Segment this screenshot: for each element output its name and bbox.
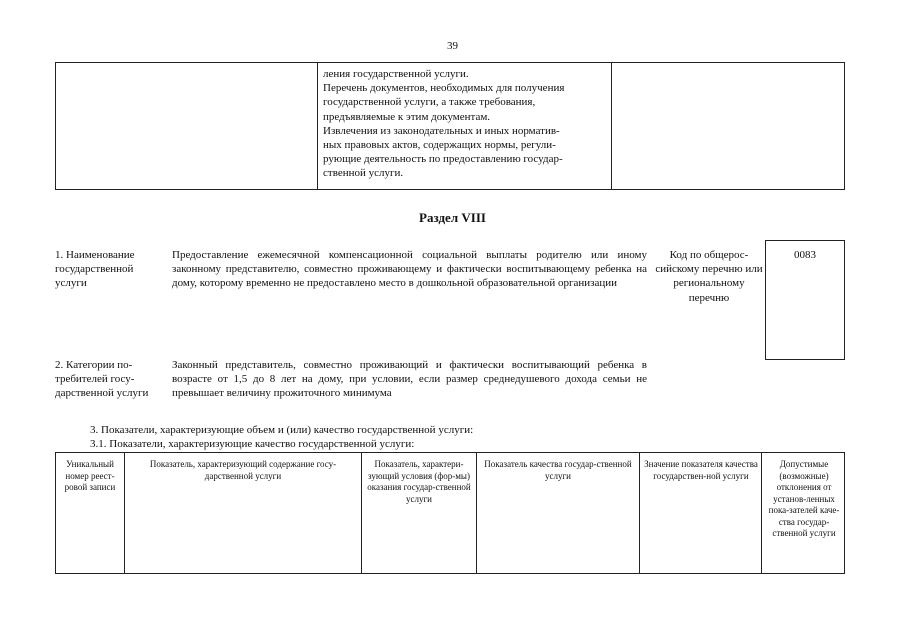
text-line: ных правовых актов, содержащих нормы, регули-: [323, 139, 556, 152]
text-line: государственной услуги, а также требования,: [323, 96, 536, 109]
column-divider: [639, 453, 640, 573]
text-line: предъявляемые к этим документам.: [323, 110, 491, 123]
text-line: рующие деятельность по предоставлению государ-: [323, 153, 563, 166]
column-divider: [361, 453, 362, 573]
column-divider: [761, 453, 762, 573]
quality-heading: 3.1. Показатели, характеризующие качество государственной услуги:: [90, 438, 415, 450]
header-service-conditions: Показатель, характери-зующий условия (фор-мы) оказания государ-ственной услуги: [367, 459, 471, 504]
service-name-text: Предоставление ежемесячной компенсационной социальной выплаты родителю или иному законному представителю, совместно проживающему и фактически воспитывающему ребенка на дому, которому временно не предоставлено место в дошкольной образовательной организации: [172, 249, 647, 290]
continued-table: [55, 62, 845, 190]
column-divider: [124, 453, 125, 573]
header-allowed-deviations: Допустимые (возможные) отклонения от установ-ленных пока-зателей каче-ства государ-ственной услуги: [768, 459, 840, 538]
text-line: Перечень документов, необходимых для получения: [323, 82, 565, 95]
documents-list-cell: [323, 67, 607, 181]
table-divider-right: [611, 63, 612, 189]
code-label: Код по общерос-сийскому перечню или региональному перечню: [655, 249, 763, 304]
text-line: ления государственной услуги.: [323, 68, 469, 80]
header-registry-number: Уникальный номер реест-ровой записи: [64, 459, 116, 492]
section-title: Раздел VIII: [419, 210, 486, 225]
header-quality-indicator: Показатель качества государ-ственной услуги: [484, 459, 632, 481]
quality-table: [55, 452, 845, 574]
header-indicator-value: Значение показателя качества государствен-ной услуги: [644, 459, 758, 481]
category-text: Законный представитель, совместно проживающий и фактически воспитывающий ребенка в возрасте от 1,5 до 8 лет на дому, при условии, если размер среднедушевого дохода семьи не превышает величину прожиточного минимума: [172, 359, 647, 400]
text-line: ственной услуги.: [323, 167, 404, 180]
column-divider: [476, 453, 477, 573]
header-service-content: Показатель, характеризующий содержание госу-дарственной услуги: [149, 459, 337, 481]
service-name-label: 1. Наименование государственной услуги: [55, 249, 135, 290]
page-number: 39: [447, 40, 458, 52]
indicators-heading: 3. Показатели, характеризующие объем и (или) качество государственной услуги:: [90, 424, 474, 436]
category-label: 2. Категории по-требителей госу-дарственной услуги: [55, 359, 149, 400]
text-line: Извлечения из законодательных и иных норматив-: [323, 124, 560, 137]
code-value: 0083: [794, 249, 816, 261]
table-cell-left: [56, 63, 318, 189]
